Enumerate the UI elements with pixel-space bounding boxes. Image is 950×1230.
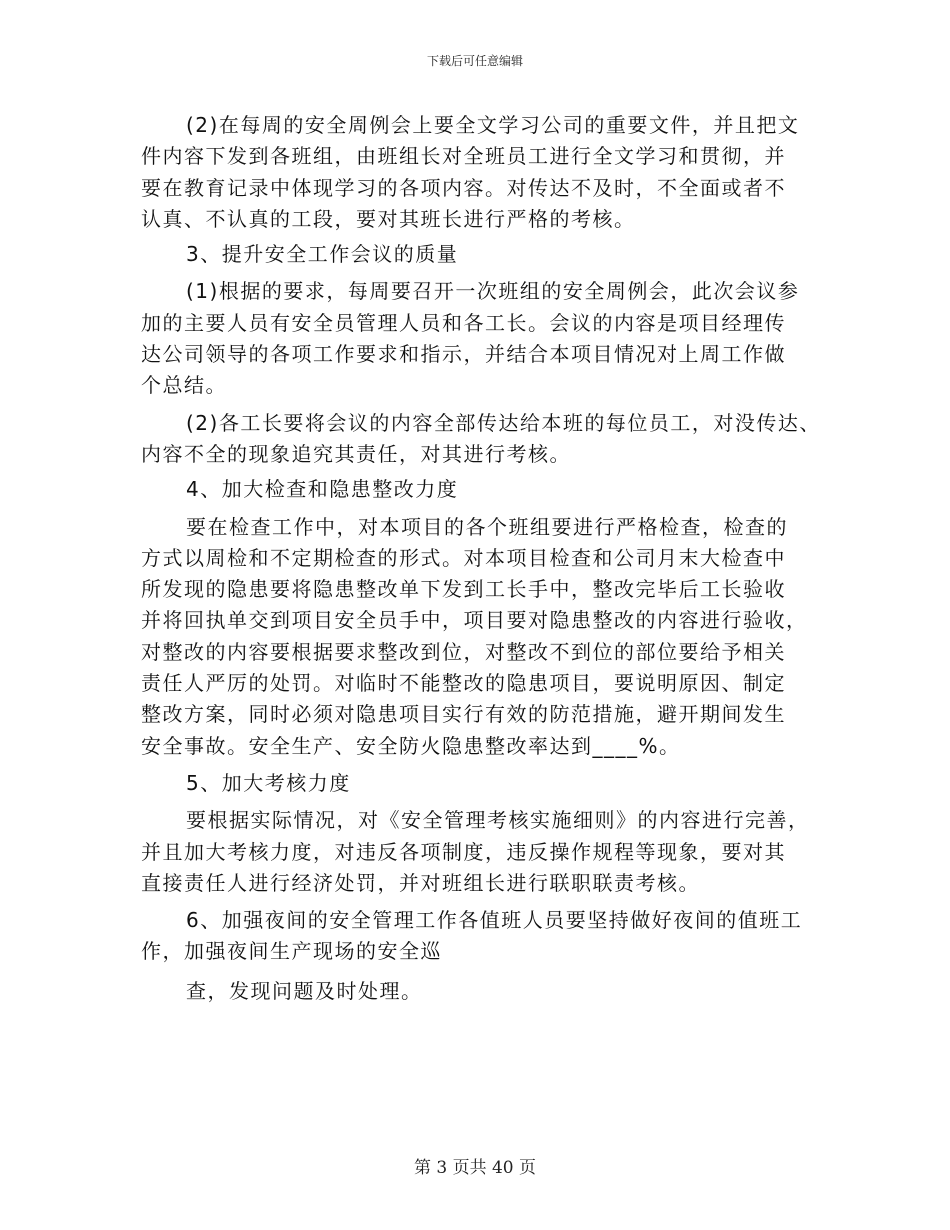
text-line: 要在检查工作中，对本项目的各个班组要进行严格检查，检查的	[186, 514, 788, 539]
paragraph-5	[141, 805, 821, 899]
text-line: 要在教育记录中体现学习的各项内容。对传达不及时，不全面或者不	[141, 175, 786, 200]
text-line: 个总结。	[141, 373, 227, 398]
paragraph-4	[141, 512, 821, 762]
text-line: 要根据实际情况，对《安全管理考核实施细则》的内容进行完善，	[186, 808, 810, 833]
text-line: 6、加强夜间的安全管理工作各值班人员要坚持做好夜间的值班工	[186, 908, 803, 933]
text-line: (2)各工长要将会议的内容全部传达给本班的每位员工，对没传达、	[186, 410, 821, 435]
text-line: 认真、不认真的工段，要对其班长进行严格的考核。	[141, 206, 636, 231]
text-line: 直接责任人进行经济处罚，并对班组长进行联职联责考核。	[141, 870, 700, 895]
paragraph-6	[141, 905, 821, 1007]
paragraph-2	[141, 276, 821, 401]
paragraph-1	[141, 110, 821, 235]
text-line: 安全事故。安全生产、安全防火隐患整改率达到____%。	[141, 733, 681, 758]
text-line: 件内容下发到各班组，由班组长对全班员工进行全文学习和贯彻，并	[141, 144, 786, 169]
text-line: (2)在每周的安全周例会上要全文学习公司的重要文件，并且把文	[186, 113, 800, 137]
text-line: 加的主要人员有安全员管理人员和各工长。会议的内容是项目经理传	[141, 310, 786, 335]
text-line: 方式以周检和不定期检查的形式。对本项目检查和公司月末大检查中	[141, 545, 786, 570]
page-header: 下载后可任意编辑	[426, 54, 523, 68]
text-line: 查，发现问题及时处理。	[186, 978, 423, 1003]
section-heading: 3、提升安全工作会议的质量	[186, 242, 459, 267]
text-line: 作，加强夜间生产现场的安全巡	[141, 939, 442, 964]
text-line: 所发现的隐患要将隐患整改单下发到工长手中，整改完毕后工长验收	[141, 577, 786, 602]
text-line: 内容不全的现象追究其责任，对其进行考核。	[141, 441, 571, 466]
heading-5	[141, 768, 821, 799]
text-line: 并且加大考核力度，对违反各项制度，违反操作规程等现象，要对其	[141, 839, 786, 864]
text-line: 责任人严厉的处罚。对临时不能整改的隐患项目，要说明原因、制定	[141, 671, 786, 696]
text-line: 并将回执单交到项目安全员手中，项目要对隐患整改的内容进行验收，	[141, 608, 808, 633]
text-line: 达公司领导的各项工作要求和指示，并结合本项目情况对上周工作做	[141, 342, 786, 367]
section-heading: 5、加大考核力度	[186, 770, 351, 795]
page-footer: 第 3 页共 40 页	[413, 1158, 537, 1178]
text-line: 整改方案，同时必须对隐患项目实行有效的防范措施，避开期间发生	[141, 702, 786, 727]
heading-3	[141, 239, 821, 270]
document-body	[141, 110, 821, 1007]
paragraph-3	[141, 408, 821, 471]
heading-4	[141, 474, 821, 505]
text-line: 对整改的内容要根据要求整改到位，对整改不到位的部位要给予相关	[141, 639, 786, 664]
text-line: (1)根据的要求，每周要召开一次班组的安全周例会，此次会议参	[186, 279, 800, 304]
section-heading: 4、加大检查和隐患整改力度	[186, 477, 459, 502]
